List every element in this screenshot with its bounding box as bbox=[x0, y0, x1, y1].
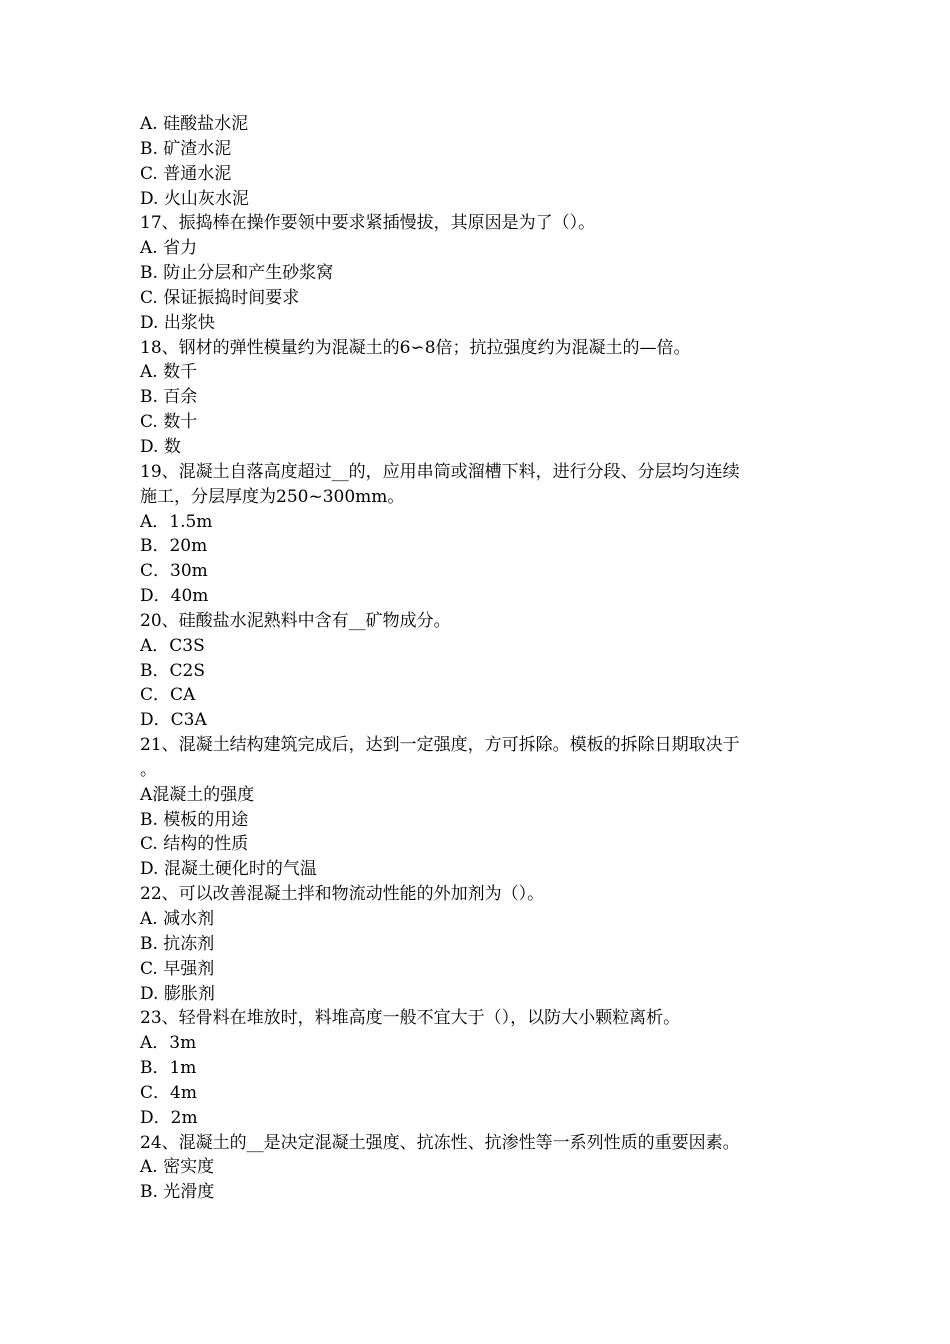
option-line: B．20m bbox=[140, 536, 208, 557]
question-line: 20、硅酸盐水泥熟料中含有__矿物成分。 bbox=[140, 610, 451, 631]
option-line: D．40m bbox=[140, 586, 209, 607]
option-line: C. 保证振捣时间要求 bbox=[140, 287, 300, 308]
option-line: A．C3S bbox=[140, 635, 205, 656]
option-line: C. 数十 bbox=[140, 412, 198, 433]
option-line: D. 数 bbox=[140, 436, 181, 457]
option-line: C．30m bbox=[140, 561, 208, 582]
option-line: B. 模板的用途 bbox=[140, 809, 249, 830]
option-line: A. 省力 bbox=[140, 238, 198, 259]
option-line: D．C3A bbox=[140, 710, 207, 731]
option-line: B. 矿渣水泥 bbox=[140, 138, 232, 159]
option-line: D．2m bbox=[140, 1107, 198, 1128]
option-line: A. 减水剂 bbox=[140, 909, 215, 929]
question-line: 施工，分层厚度为250~300mm。 bbox=[140, 486, 405, 507]
question-line: 。 bbox=[140, 759, 157, 780]
option-line: C．CA bbox=[140, 685, 196, 706]
question-line: 23、轻骨料在堆放时，料堆高度一般不宜大于（），以防大小颗粒离析。 bbox=[140, 1008, 681, 1029]
option-line: A. 硅酸盐水泥 bbox=[140, 114, 249, 134]
option-line: C. 结构的性质 bbox=[140, 834, 249, 855]
option-line: B．1m bbox=[140, 1058, 197, 1079]
option-line: A. 数千 bbox=[140, 362, 198, 383]
question-line: 24、混凝土的__是决定混凝土强度、抗冻性、抗渗性等一系列性质的重要因素。 bbox=[140, 1132, 740, 1153]
option-line: D. 膨胀剂 bbox=[140, 983, 215, 1004]
option-line: D. 混凝土硬化时的气温 bbox=[140, 859, 317, 880]
question-line: 18、钢材的弹性模量约为混凝土的6∽8倍；抗拉强度约为混凝土的—倍。 bbox=[140, 337, 691, 358]
option-line: A．3m bbox=[140, 1033, 197, 1054]
document-page bbox=[140, 112, 820, 1205]
question-line: 19、混凝土自落高度超过__的，应用串筒或溜槽下料，进行分段、分层均匀连续 bbox=[140, 461, 740, 482]
question-line: 21、混凝土结构建筑完成后，达到一定强度，方可拆除。模板的拆除日期取决于 bbox=[140, 735, 740, 756]
option-line: A．1.5m bbox=[140, 511, 213, 532]
question-line: 17、振捣棒在操作要领中要求紧插慢拔，其原因是为了（）。 bbox=[140, 213, 596, 234]
option-line: B. 抗冻剂 bbox=[140, 933, 215, 954]
option-line: D. 出浆快 bbox=[140, 312, 215, 333]
option-line: B．C2S bbox=[140, 660, 205, 681]
option-line: A混凝土的强度 bbox=[140, 784, 255, 805]
option-line: C．4m bbox=[140, 1082, 197, 1103]
option-line: B. 光滑度 bbox=[140, 1182, 215, 1203]
option-line: C. 普通水泥 bbox=[140, 163, 232, 184]
question-line: 22、可以改善混凝土拌和物流动性能的外加剂为（）。 bbox=[140, 884, 545, 905]
option-line: B. 百余 bbox=[140, 387, 198, 408]
option-line: A. 密实度 bbox=[140, 1157, 215, 1178]
option-line: C. 早强剂 bbox=[140, 958, 215, 979]
option-line: B. 防止分层和产生砂浆窝 bbox=[140, 263, 334, 284]
option-line: D. 火山灰水泥 bbox=[140, 188, 249, 209]
